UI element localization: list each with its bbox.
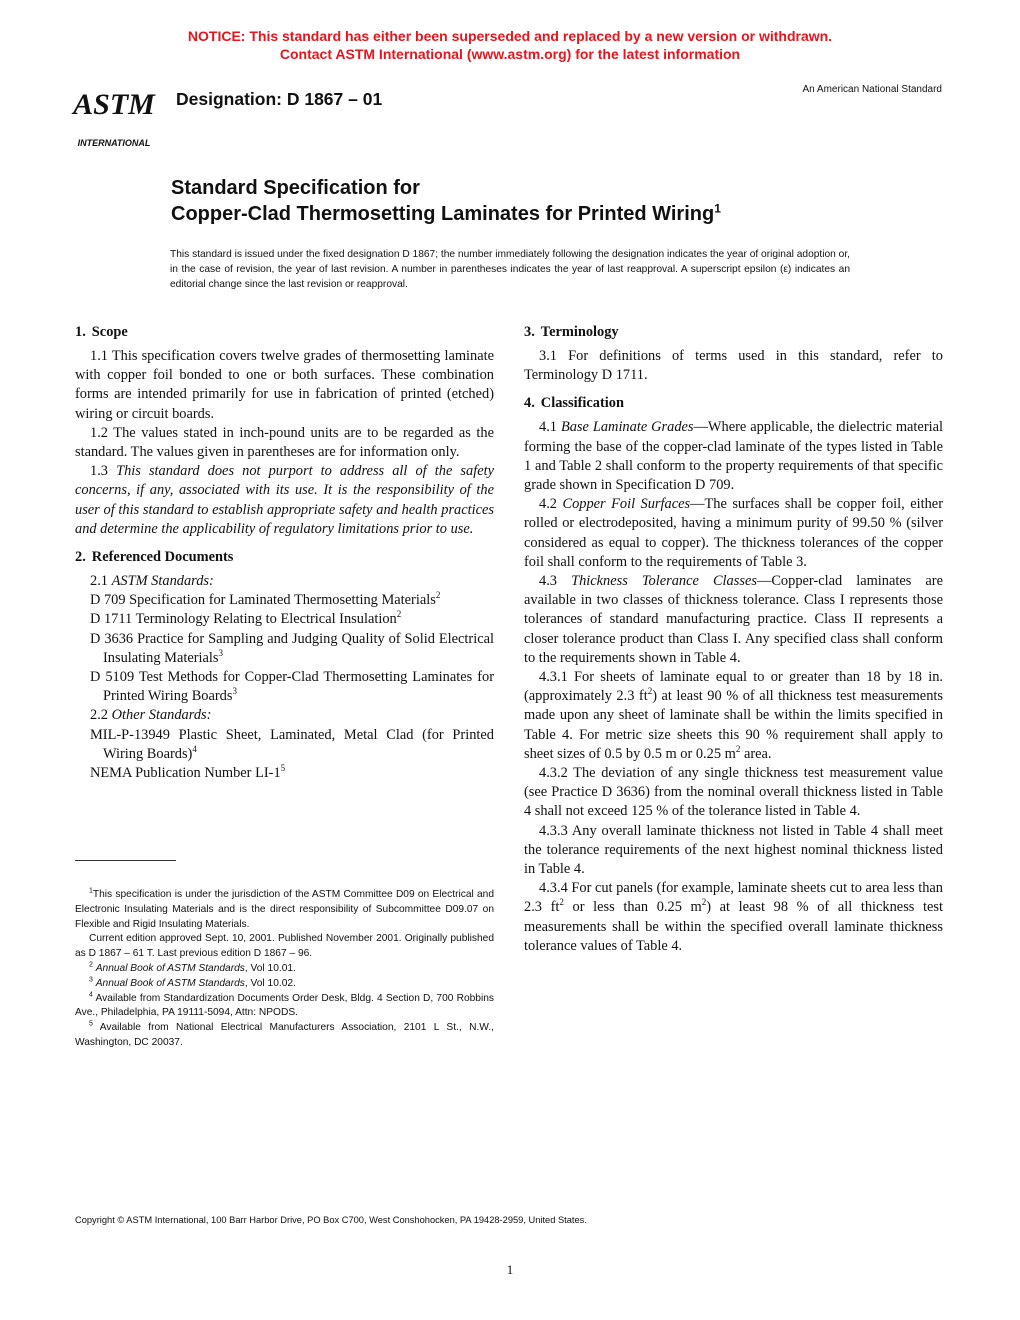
american-national-standard: An American National Standard (802, 84, 942, 95)
ref-mil-p-13949: MIL-P-13949 Plastic Sheet, Laminated, Metal Clad (for Printed Wiring Boards)$^4$ (90, 726, 494, 762)
title-line-2-text: Copper-Clad Thermosetting Laminates for Printed Wiring (171, 203, 715, 225)
footnote-rule (75, 860, 176, 861)
para-4-3-3: 4.3.3 Any overall laminate thickness not listed in Table 4 shall meet the tolerance requirements of the next highest nominal thickness listed in Table 4. (524, 822, 943, 878)
para-4-3-2: 4.3.2 The deviation of any single thickness test measurement value (see Practice D 3636) from the nominal overall thickness listed in Table 4 shall not exceed 125 % of the tolerance listed in Table 4. (524, 765, 943, 820)
ref-d5109: D 5109 Test Methods for Copper-Clad Thermosetting Laminates for Printed Wiring Boards$^3$ (90, 669, 494, 705)
title-line-2 (171, 201, 721, 227)
section-2-heading: 2. Referenced Documents (75, 549, 234, 566)
page-number: 1 (506, 1262, 514, 1277)
astm-logo-letters: ASTM (73, 88, 155, 121)
para-4-2: 4.2 Copper Foil Surfaces—The surfaces shall be copper foil, either rolled or electrodeposited, having a minimum purity of 99.50 % (silver considered as equal to copper). The thickness tolerances of the copper foil shall conform to the requirements of Table 3. (524, 496, 943, 570)
ref-d1711: D 1711 Terminology Relating to Electrical Insulation$^2$ (90, 609, 402, 628)
document-title (171, 175, 721, 227)
para-1-2: 1.2 The values stated in inch-pound units are to be regarded as the standard. The values given in parentheses are for information only. (75, 424, 494, 461)
para-4-3: 4.3 Thickness Tolerance Classes—Copper-clad laminates are available in two classes of thickness tolerance. Class I represents those tolerances of standard manufacturing practice. Class II represents a closer tolerance product than Class I. Any specified class shall conform to the requirements shown in Table 4. (524, 573, 943, 666)
para-4-1: 4.1 Base Laminate Grades—Where applicable, the dielectric material forming the base of the copper-clad laminate of the types listed in Table 1 and Table 2 shall conform to the property requirements of that specific grade shown in Specification D 709. (524, 419, 943, 494)
footnote-1: $^1$This specification is under the jurisdiction of the ASTM Committee D09 on Electrical and Electronic Insulating Materials and is the direct responsibility of Subcommittee D09.07 on Flexible and Rigid Insulating Materials. (75, 887, 494, 930)
ref-nema-li-1: NEMA Publication Number $LI-1^5$ (90, 763, 286, 782)
para-4-3-4: 4.3.4 For cut panels (for example, laminate sheets cut to area less than 2.3 $ft^2$ or less than 0.25 $m^2$) at least 98 % of all thickness test measurements shall be within the specified overall laminate thickness tolerance values of Table 4. (524, 880, 944, 954)
section-4-heading: 4. Classification (524, 395, 624, 412)
notice-line-1: NOTICE: This standard has either been superseded and replaced by a new version or withdrawn. (187, 28, 833, 44)
para-4-3-1: 4.3.1 For sheets of laminate equal to or greater than 18 by 18 in. (approximately 2.3 $ft^2$) at least 90 % of all thickness test measurements made upon any sheet of laminate shall be within the limits specified in Table 4. For metric size sheets this 90 % requirement shall apply to sheet sizes of 0.5 by 0.5 m or 0.25 $m^2$ area. (524, 669, 943, 762)
footnote-3: $^3$ Annual Book of ASTM Standards, Vol 10.02. (89, 976, 296, 989)
footnote-5: $^5$ Available from National Electrical Manufacturers Association, 2101 L St., N.W., Washington, DC 20037. (75, 1020, 494, 1048)
footnote-4: $^4$ Available from Standardization Documents Order Desk, Bldg. 4 Section D, 700 Robbins Ave., Philadelphia, PA 19111-5094, Attn: NPODS. (75, 991, 494, 1019)
para-3-1: 3.1 For definitions of terms used in this standard, refer to Terminology D 1711. (524, 348, 943, 384)
footnotes (75, 888, 494, 1051)
notice-line-2: Contact ASTM International (www.astm.org) for the latest information (279, 46, 741, 62)
title-footnote-ref: 1 (714, 201, 721, 216)
footnote-2: $^2$ Annual Book of ASTM Standards, Vol 10.01. (89, 961, 296, 974)
withdrawal-notice (0, 27, 1020, 63)
footnote-1b: Current edition approved Sept. 10, 2001. Published November 2001. Originally published as D 1867 – 61 T. Last previous edition D 1867 – 96. (75, 933, 494, 960)
para-2-2: 2.2 Other Standards: (90, 707, 212, 724)
para-1-1: 1.1 This specification covers twelve grades of thermosetting laminate with copper foil bonded to one or both surfaces. These combination forms are intended primarily for use in fabrication of printed (etched) wiring or circuit boards. (75, 348, 494, 422)
astm-logo (66, 78, 162, 150)
left-column (75, 322, 494, 783)
ref-d709: D 709 Specification for Laminated Thermosetting Materials$^2$ (90, 590, 441, 609)
section-3-heading: 3. Terminology (524, 324, 619, 340)
section-1-heading: 1. Scope (75, 324, 128, 340)
title-line-1: Standard Specification for (171, 177, 420, 199)
para-1-3: 1.3 This standard does not purport to address all of the safety concerns, if any, associated with its use. It is the responsibility of the user of this standard to establish appropriate safety and health practices and determine the applicability of regulatory limitations prior to use. (75, 463, 494, 537)
copyright: Copyright © ASTM International, 100 Barr Harbor Drive, PO Box C700, West Conshohocken, PA 19428-2959, United States. (75, 1215, 587, 1225)
astm-logo-text: INTERNATIONAL (77, 138, 151, 148)
right-column (524, 322, 943, 956)
para-2-1: 2.1 ASTM Standards: (90, 573, 214, 590)
ref-d3636: D 3636 Practice for Sampling and Judging Quality of Solid Electrical Insulating Materials$^3$ (90, 630, 494, 666)
designation: Designation: D 1867 – 01 (176, 89, 383, 109)
preamble: This standard is issued under the fixed designation D 1867; the number immediately following the designation indicates the year of original adoption or, in the case of revision, the year of last revision. A number in parentheses indicates the year of last reapproval. A superscript epsilon (ε) indicates an editorial change since the last revision or reapproval. (170, 249, 850, 290)
